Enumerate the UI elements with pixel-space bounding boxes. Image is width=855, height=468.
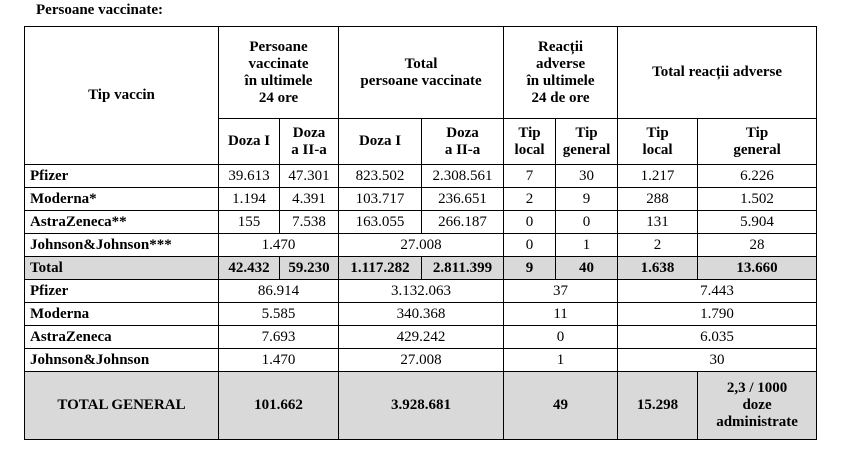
- summary-row: Johnson&Johnson 1.470 27.008 1 30: [25, 349, 817, 372]
- summary-row: AstraZeneca 7.693 429.242 0 6.035: [25, 326, 817, 349]
- table-row: Pfizer 39.613 47.301 823.502 2.308.561 7 30 1.217 6.226: [25, 165, 817, 188]
- header-doza2-24h: Doza a II-a: [280, 119, 339, 165]
- table-row: AstraZeneca** 155 7.538 163.055 266.187 0 0 131 5.904: [25, 211, 817, 234]
- grand-total-rate: 2,3 / 1000 doze administrate: [698, 372, 817, 440]
- header-general-24h: Tip general: [556, 119, 618, 165]
- grand-total-row: TOTAL GENERAL 101.662 3.928.681 49 15.298 2,3 / 1000 doze administrate: [25, 372, 817, 440]
- vaccination-table: [24, 26, 817, 440]
- header-doza1-total: Doza I: [339, 119, 422, 165]
- header-tip-vaccin: Tip vaccin: [25, 27, 219, 165]
- header-local-total: Tip local: [618, 119, 698, 165]
- table-row: Moderna* 1.194 4.391 103.717 236.651 2 9 288 1.502: [25, 188, 817, 211]
- header-general-total: Tip general: [698, 119, 817, 165]
- header-total-persoane: Total persoane vaccinate: [339, 27, 504, 119]
- header-reactii-24h: Reacții adverse în ultimele 24 de ore: [504, 27, 618, 119]
- header-total-reactii: Total reacții adverse: [618, 27, 817, 119]
- total-row: Total 42.432 59.230 1.117.282 2.811.399 9 40 1.638 13.660: [25, 257, 817, 280]
- table-caption: Persoane vaccinate:: [36, 2, 164, 18]
- summary-row: Moderna 5.585 340.368 11 1.790: [25, 303, 817, 326]
- header-local-24h: Tip local: [504, 119, 556, 165]
- header-persoane-24h: Persoane vaccinate în ultimele 24 ore: [219, 27, 339, 119]
- table-row: Johnson&Johnson*** 1.470 27.008 0 1 2 28: [25, 234, 817, 257]
- summary-row: Pfizer 86.914 3.132.063 37 7.443: [25, 280, 817, 303]
- header-doza1-24h: Doza I: [219, 119, 280, 165]
- header-doza2-total: Doza a II-a: [422, 119, 504, 165]
- header-row-1: [25, 27, 817, 119]
